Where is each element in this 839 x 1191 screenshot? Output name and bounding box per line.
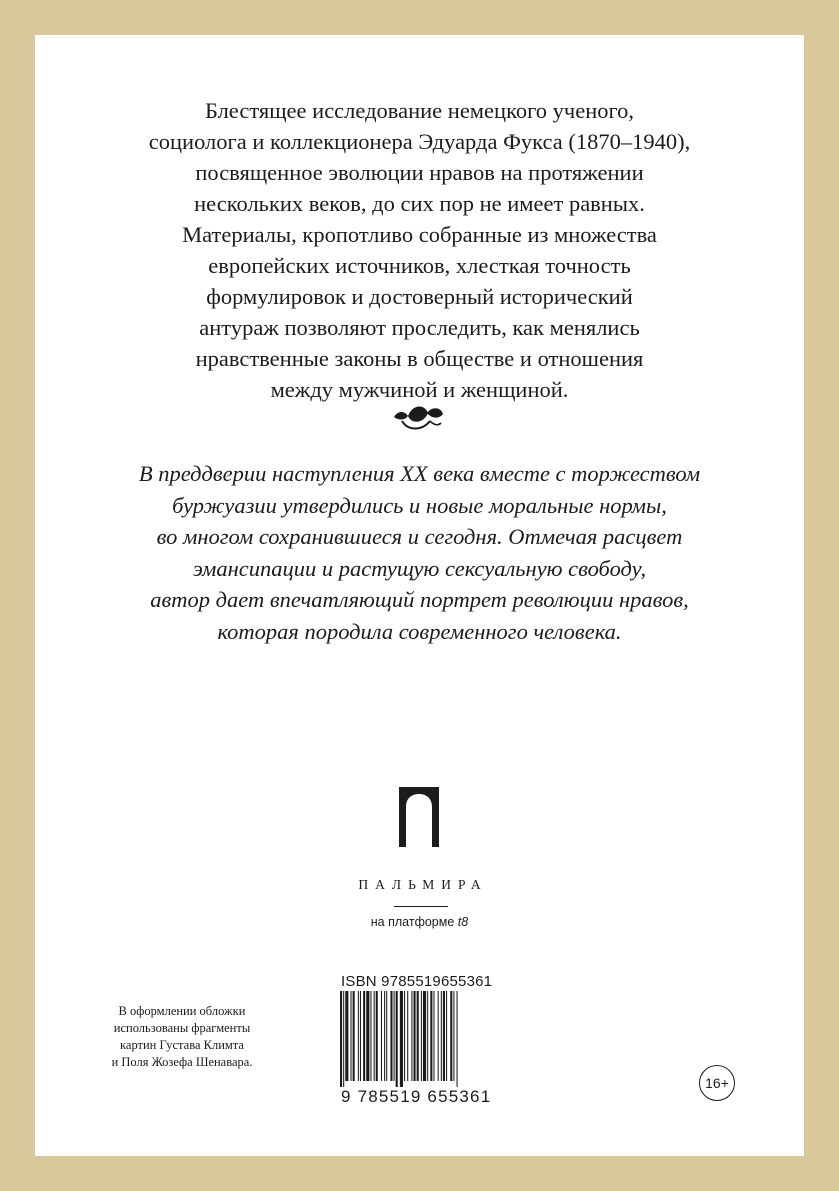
description-line: антураж позволяют проследить, как менялись <box>199 315 640 340</box>
italic-line: во многом сохранившиеся и сегодня. Отмечая расцвет <box>156 524 683 549</box>
description-line: нескольких веков, до сих пор не имеет равных. <box>194 191 645 216</box>
credits-line: В оформлении обложки <box>118 1004 246 1018</box>
description-line: социолога и коллекционера Эдуарда Фукса (1870–1940), <box>148 129 691 154</box>
isbn-digits: 9 785519 655361 <box>341 1087 492 1106</box>
italic-line: которая породила современного человека. <box>217 618 622 644</box>
italic-line: эмансипации и растущую сексуальную свободу, <box>192 555 647 581</box>
isbn-label: ISBN 9785519655361 <box>341 973 493 990</box>
cover-credits <box>77 1003 287 1071</box>
credits-line: использованы фрагменты <box>113 1021 251 1035</box>
description-line: Материалы, кропотливо собранные из множества <box>182 222 657 247</box>
description-line: европейских источников, хлесткая точность <box>208 253 631 278</box>
description-line: формулировок и достоверный исторический <box>206 284 633 309</box>
credits-line: и Поля Жозефа Шенавара. <box>111 1055 253 1069</box>
description-line: нравственные законы в обществе и отношения <box>195 346 644 371</box>
description-line: Блестящее исследование немецкого ученого, <box>204 98 635 123</box>
platform-label <box>35 915 804 929</box>
italic-line: буржуазии утвердились и новые моральные нормы, <box>172 492 667 518</box>
italic-line: автор дает впечатляющий портрет революции нравов, <box>150 587 689 612</box>
description-text <box>35 95 804 405</box>
age-rating-badge <box>699 1065 735 1101</box>
description-line: между мужчиной и женщиной. <box>270 377 569 402</box>
publisher-divider <box>394 906 448 907</box>
age-rating-text: 16+ <box>705 1075 729 1091</box>
floral-ornament-icon <box>390 401 446 437</box>
back-cover <box>35 35 804 1156</box>
publisher-name: ПАЛЬМИРА <box>358 877 488 892</box>
platform-name: t8 <box>457 915 469 929</box>
isbn-barcode <box>338 991 498 1087</box>
arch-logo-icon <box>399 787 439 847</box>
italic-annotation <box>35 458 804 647</box>
platform-prefix: на платформе <box>370 915 458 929</box>
description-line: посвященное эволюции нравов на протяжении <box>195 160 644 185</box>
italic-line: В преддверии наступления XX века вместе с торжеством <box>138 461 701 486</box>
credits-line: картин Густава Климта <box>120 1038 244 1052</box>
